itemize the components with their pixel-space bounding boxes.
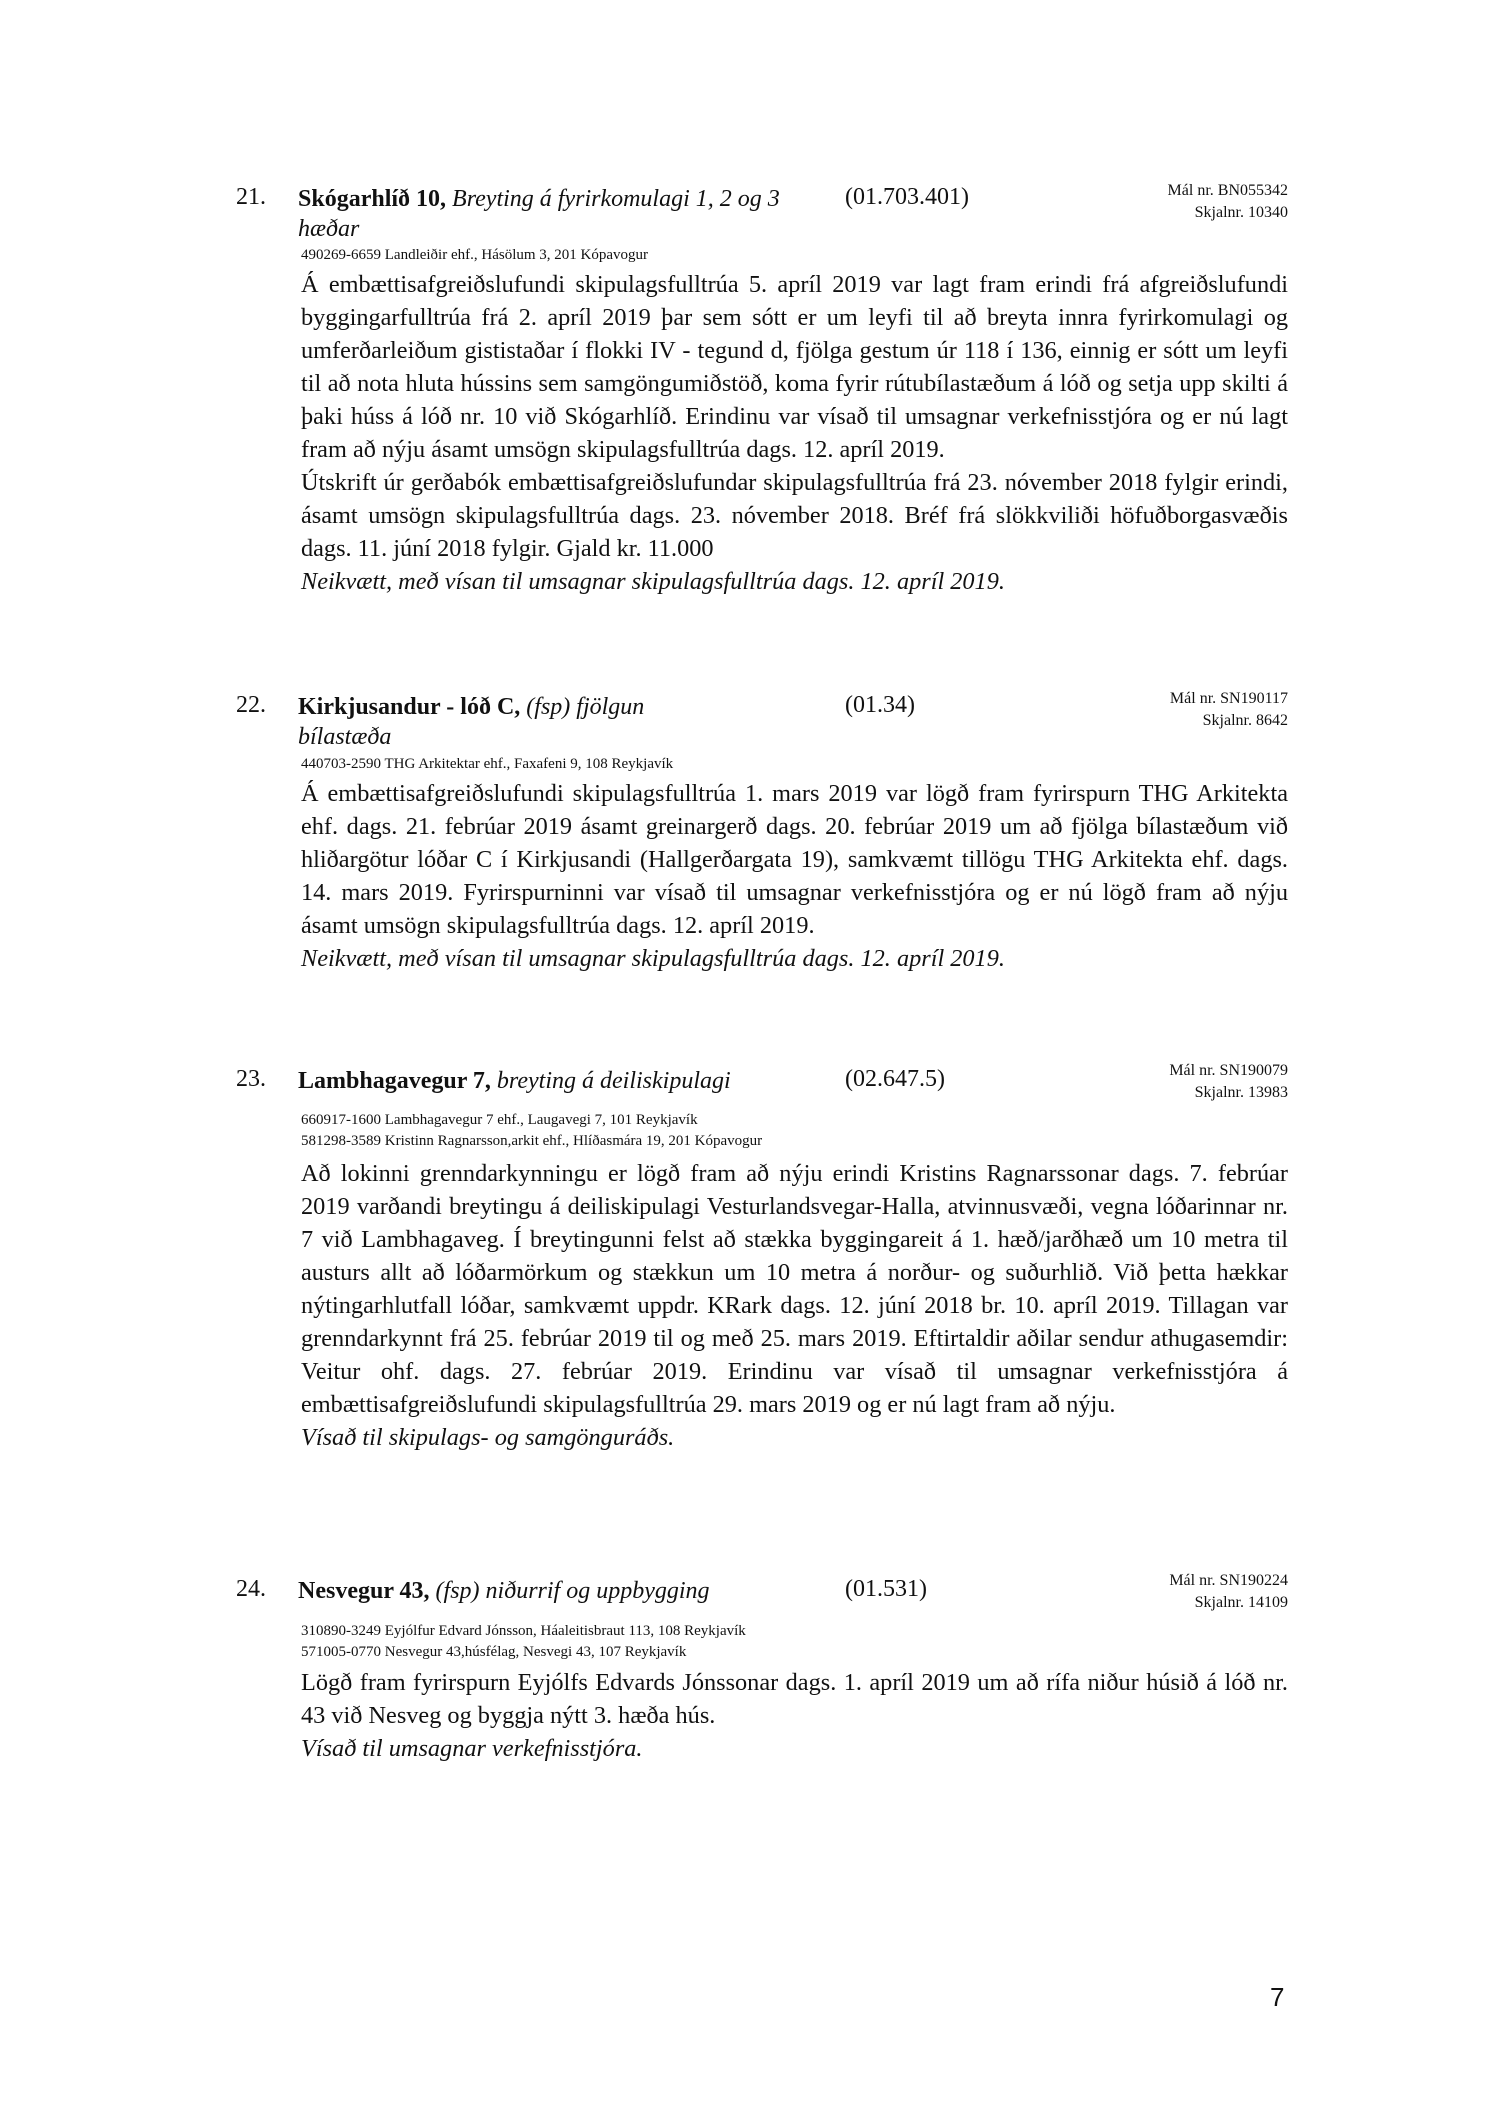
item-body [301,1157,1288,1454]
item-title [298,1066,858,1096]
item-references [1169,1060,1288,1104]
item-parties [301,1621,746,1663]
item-paragraph: Á embættisafgreiðslufundi skipulagsfulltrúa 5. apríl 2019 var lagt fram erindi frá afgreiðslufundi byggingarfulltrúa frá 2. apríl 2019 þar sem sótt er um leyfi til að breyta innra fyrirkomulagi og umferðarleiðum gististaðar í flokki IV - tegund d, fjölga gestum úr 118 í 136, einnig er sótt um leyfi til að nota hluta hússins sem samgöngumiðstöð, koma fyrir rútubílastæðum á lóð og setja upp skilti á þaki húss á lóð nr. 10 við Skógarhlíð. Erindinu var vísað til umsagnar verkefnisstjóra og er nú lagt fram að nýju ásamt umsögn skipulagsfulltrúa dags. 12. apríl 2019. [301,271,1288,463]
item-decision: Neikvætt, með vísan til umsagnar skipulagsfulltrúa dags. 12. apríl 2019. [301,945,1005,972]
item-references [1169,1570,1288,1614]
party-line: 310890-3249 Eyjólfur Edvard Jónsson, Háaleitisbraut 113, 108 Reykjavík [301,1623,746,1639]
party-line: 581298-3589 Kristinn Ragnarsson,arkit ehf., Hlíðasmára 19, 201 Kópavogur [301,1133,763,1149]
item-land-code: (01.34) [845,692,915,718]
page-number: 7 [1270,1982,1285,2012]
party-line: 440703-2590 THG Arkitektar ehf., Faxafeni 9, 108 Reykjavík [301,756,674,772]
party-line: 490269-6659 Landleiðir ehf., Hásölum 3, 201 Kópavogur [301,247,649,263]
item-body [301,1666,1288,1765]
item-parties [301,245,648,266]
item-description: (fsp) fjölgun bílastæða [298,694,645,750]
party-line: 660917-1600 Lambhagavegur 7 ehf., Laugavegi 7, 101 Reykjavík [301,1112,698,1128]
item-description: breyting á deiliskipulagi [496,1068,731,1094]
item-land-code: (01.703.401) [845,184,969,210]
item-title [298,184,818,244]
document-number: Skjalnr. 8642 [1202,712,1288,729]
item-paragraph: Útskrift úr gerðabók embættisafgreiðslufundar skipulagsfulltrúa frá 23. nóvember 2018 fylgir erindi, ásamt umsögn skipulagsfulltrúa dags. 23. nóvember 2018. Bréf frá slökkviliði höfuðborgasvæðis dags. 11. júní 2018 fylgir. Gjald kr. 11.000 [301,469,1288,562]
item-number: 24. [236,1576,266,1602]
item-land-code: (02.647.5) [845,1066,945,1092]
document-number: Skjalnr. 10340 [1194,204,1288,221]
case-number: Mál nr. BN055342 [1167,182,1288,199]
item-decision: Neikvætt, með vísan til umsagnar skipulagsfulltrúa dags. 12. apríl 2019. [301,568,1005,595]
item-title [298,692,738,752]
item-decision: Vísað til umsagnar verkefnisstjóra. [301,1735,643,1762]
item-number: 22. [236,692,266,718]
item-address: Lambhagavegur 7, [298,1068,491,1094]
item-references [1168,180,1288,224]
item-title [298,1576,858,1606]
item-parties [301,754,673,775]
item-number: 21. [236,184,266,210]
item-paragraph: Á embættisafgreiðslufundi skipulagsfulltrúa 1. mars 2019 var lögð fram fyrirspurn THG Arkitekta ehf. dags. 21. febrúar 2019 ásamt greinargerð dags. 20. febrúar 2019 um að fjölga bílastæðum við hliðargötur lóðar C í Kirkjusandi (Hallgerðargata 19), samkvæmt tillögu THG Arkitekta ehf. dags. 14. mars 2019. Fyrirspurninni var vísað til umsagnar verkefnisstjóra og er nú lögð fram að nýju ásamt umsögn skipulagsfulltrúa dags. 12. apríl 2019. [301,780,1288,939]
item-description: (fsp) niðurrif og uppbygging [435,1578,710,1604]
item-paragraph: Að lokinni grenndarkynningu er lögð fram að nýju erindi Kristins Ragnarssonar dags. 7. febrúar 2019 varðandi breytingu á deiliskipulagi Vesturlandsvegar-Halla, atvinnusvæði, vegna lóðarinnar nr. 7 við Lambhagaveg. Í breytingunni felst að stækka byggingareit á 1. hæð/jarðhæð um 10 metra til austurs allt að lóðarmörkum og stækkun um 10 metra á norður- og suðurhlið. Við þetta hækkar nýtingarhlutfall lóðar, samkvæmt uppdr. KRark dags. 12. júní 2018 br. 10. apríl 2019. Tillagan var grenndarkynnt frá 25. febrúar 2019 til og með 25. mars 2019. Eftirtaldir aðilar sendur athugasemdir: Veitur ohf. dags. 27. febrúar 2019. Erindinu var vísað til umsagnar verkefnisstjóra á embættisafgreiðslufundi skipulagsfulltrúa 29. mars 2019 og er nú lagt fram að nýju. [301,1160,1288,1418]
item-body [301,777,1288,975]
item-body [301,268,1288,598]
item-number: 23. [236,1066,266,1092]
document-number: Skjalnr. 14109 [1194,1594,1288,1611]
item-address: Skógarhlíð 10, [298,186,447,212]
item-address: Kirkjusandur - lóð C, [298,694,521,720]
item-decision: Vísað til skipulags- og samgönguráðs. [301,1424,675,1451]
case-number: Mál nr. SN190079 [1169,1062,1288,1079]
item-description: Breyting á fyrirkomulagi 1, 2 og 3 hæðar [298,186,780,242]
item-parties [301,1110,762,1152]
item-address: Nesvegur 43, [298,1578,430,1604]
item-land-code: (01.531) [845,1576,927,1602]
item-references [1170,688,1288,732]
party-line: 571005-0770 Nesvegur 43,húsfélag, Nesvegi 43, 107 Reykjavík [301,1644,687,1660]
document-number: Skjalnr. 13983 [1194,1084,1288,1101]
item-paragraph: Lögð fram fyrirspurn Eyjólfs Edvards Jónssonar dags. 1. apríl 2019 um að rífa niður húsið á lóð nr. 43 við Nesveg og byggja nýtt 3. hæða hús. [301,1669,1288,1729]
case-number: Mál nr. SN190117 [1169,690,1288,707]
case-number: Mál nr. SN190224 [1169,1572,1288,1589]
